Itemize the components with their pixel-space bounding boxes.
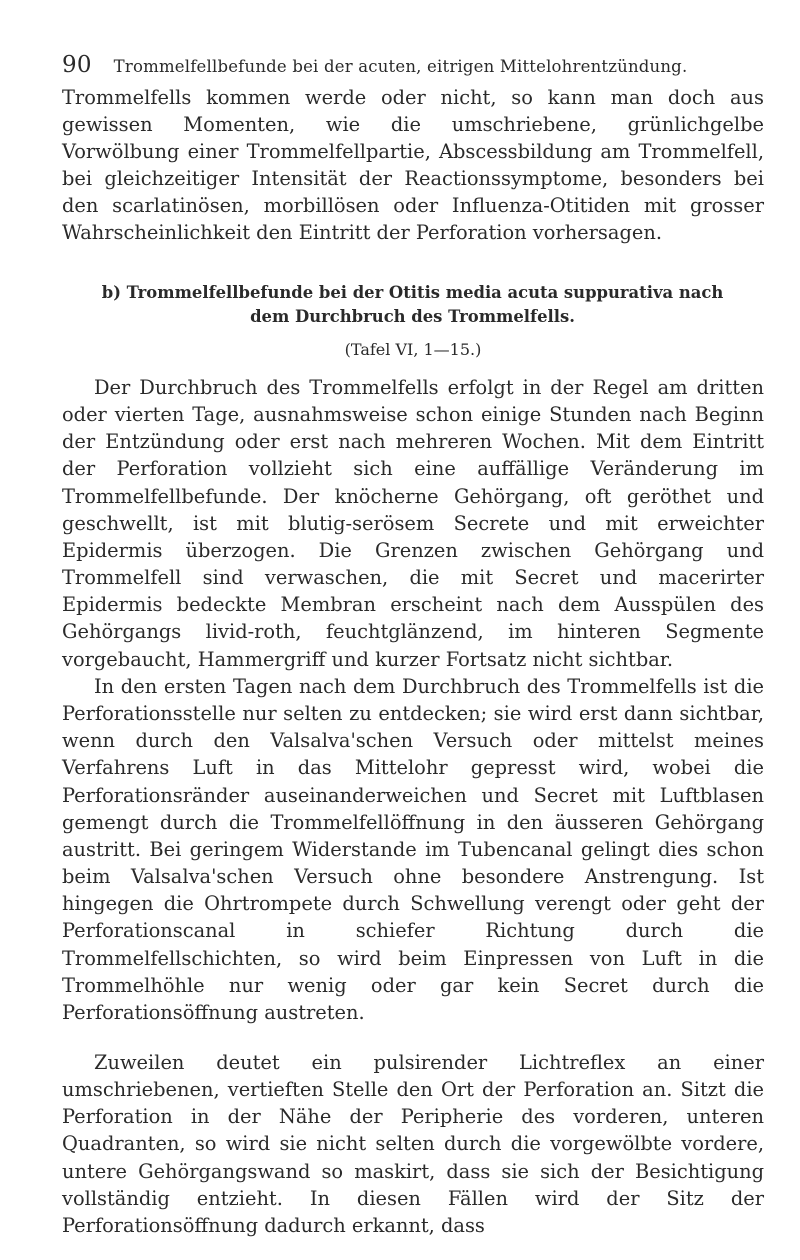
plate-reference: (Tafel VI, 1—15.) xyxy=(344,340,482,359)
paragraph: In den ersten Tagen nach dem Durchbruch des Trommelfells ist die Perforationsstelle nur selten zu entdecken; sie wird erst dann sichtbar, wenn durch den Valsalva'schen Versuch oder mittelst meines Verfahrens Luft in das Mittelohr gepresst wird, wobei die Perforationsränder auseinanderweichen und Secret mit Luftblasen gemengt durch die Trommelfellöffnung in den äusseren Gehörgang austritt. Bei geringem Widerstande im Tubencanal gelingt dies schon beim Valsalva'schen Versuch ohne besondere Anstrengung. Ist hingegen die Ohrtrompete durch Schwellung verengt oder geht der Perforationscanal in schiefer Richtung durch die Trommelfellschichten, so wird beim Einpressen von Luft in die Trommelhöhle nur wenig oder gar kein Secret durch die Perforationsöffnung austreten. xyxy=(62,675,764,1024)
page-number: 90 xyxy=(62,52,92,78)
running-title: Trommelfellbefunde bei der acuten, eitrigen Mittelohrentzündung. xyxy=(113,57,688,76)
paragraph: Der Durchbruch des Trommelfells erfolgt in der Regel am dritten oder vierten Tage, ausnahmsweise schon einige Stunden nach Beginn der Entzündung oder erst nach mehreren Wochen. Mit dem Eintritt der Perforation vollzieht sich eine auffällige Veränderung im Trommelfellbefunde. Der knöcherne Gehörgang, oft geröthet und geschwellt, ist mit blutig-serösem Secrete und mit erweichter Epidermis überzogen. Die Grenzen zwischen Gehörgang und Trommelfell sind verwaschen, die mit Secret und macerirter Epidermis bedeckte Membran erscheint nach dem Ausspülen des Gehörgangs livid-roth, feuchtglänzend, im hinteren Segmente vorgebaucht, Hammergriff und kurzer Fortsatz nicht sichtbar. xyxy=(62,376,764,671)
running-header xyxy=(62,52,762,78)
section-heading: b) Trommelfellbefunde bei der Otitis media acuta suppurativa nach dem Durchbruch des Trommelfells. xyxy=(101,283,724,326)
intro-paragraph: Trommelfells kommen werde oder nicht, so kann man doch aus gewissen Momenten, wie die umschriebene, grünlichgelbe Vorwölbung einer Trommelfellpartie, Abscessbildung am Trommelfell, bei gleichzeitiger Intensität der Reactionssymptome, besonders bei den scarlatinösen, morbillösen oder Influenza-Otitiden mit grosser Wahrscheinlichkeit den Eintritt der Perforation vorhersagen. xyxy=(62,86,764,245)
paragraph: Zuweilen deutet ein pulsirender Lichtreflex an einer umschriebenen, vertieften Stelle den Ort der Perforation an. Sitzt die Perforation in der Nähe der Peripherie des vorderen, unteren Quadranten, so wird sie nicht selten durch die vorgewölbte vordere, untere Gehörgangswand so maskirt, dass sie sich der Besichtigung vollständig entzieht. In diesen Fällen wird der Sitz der Perforationsöffnung dadurch erkannt, dass xyxy=(62,1051,764,1237)
